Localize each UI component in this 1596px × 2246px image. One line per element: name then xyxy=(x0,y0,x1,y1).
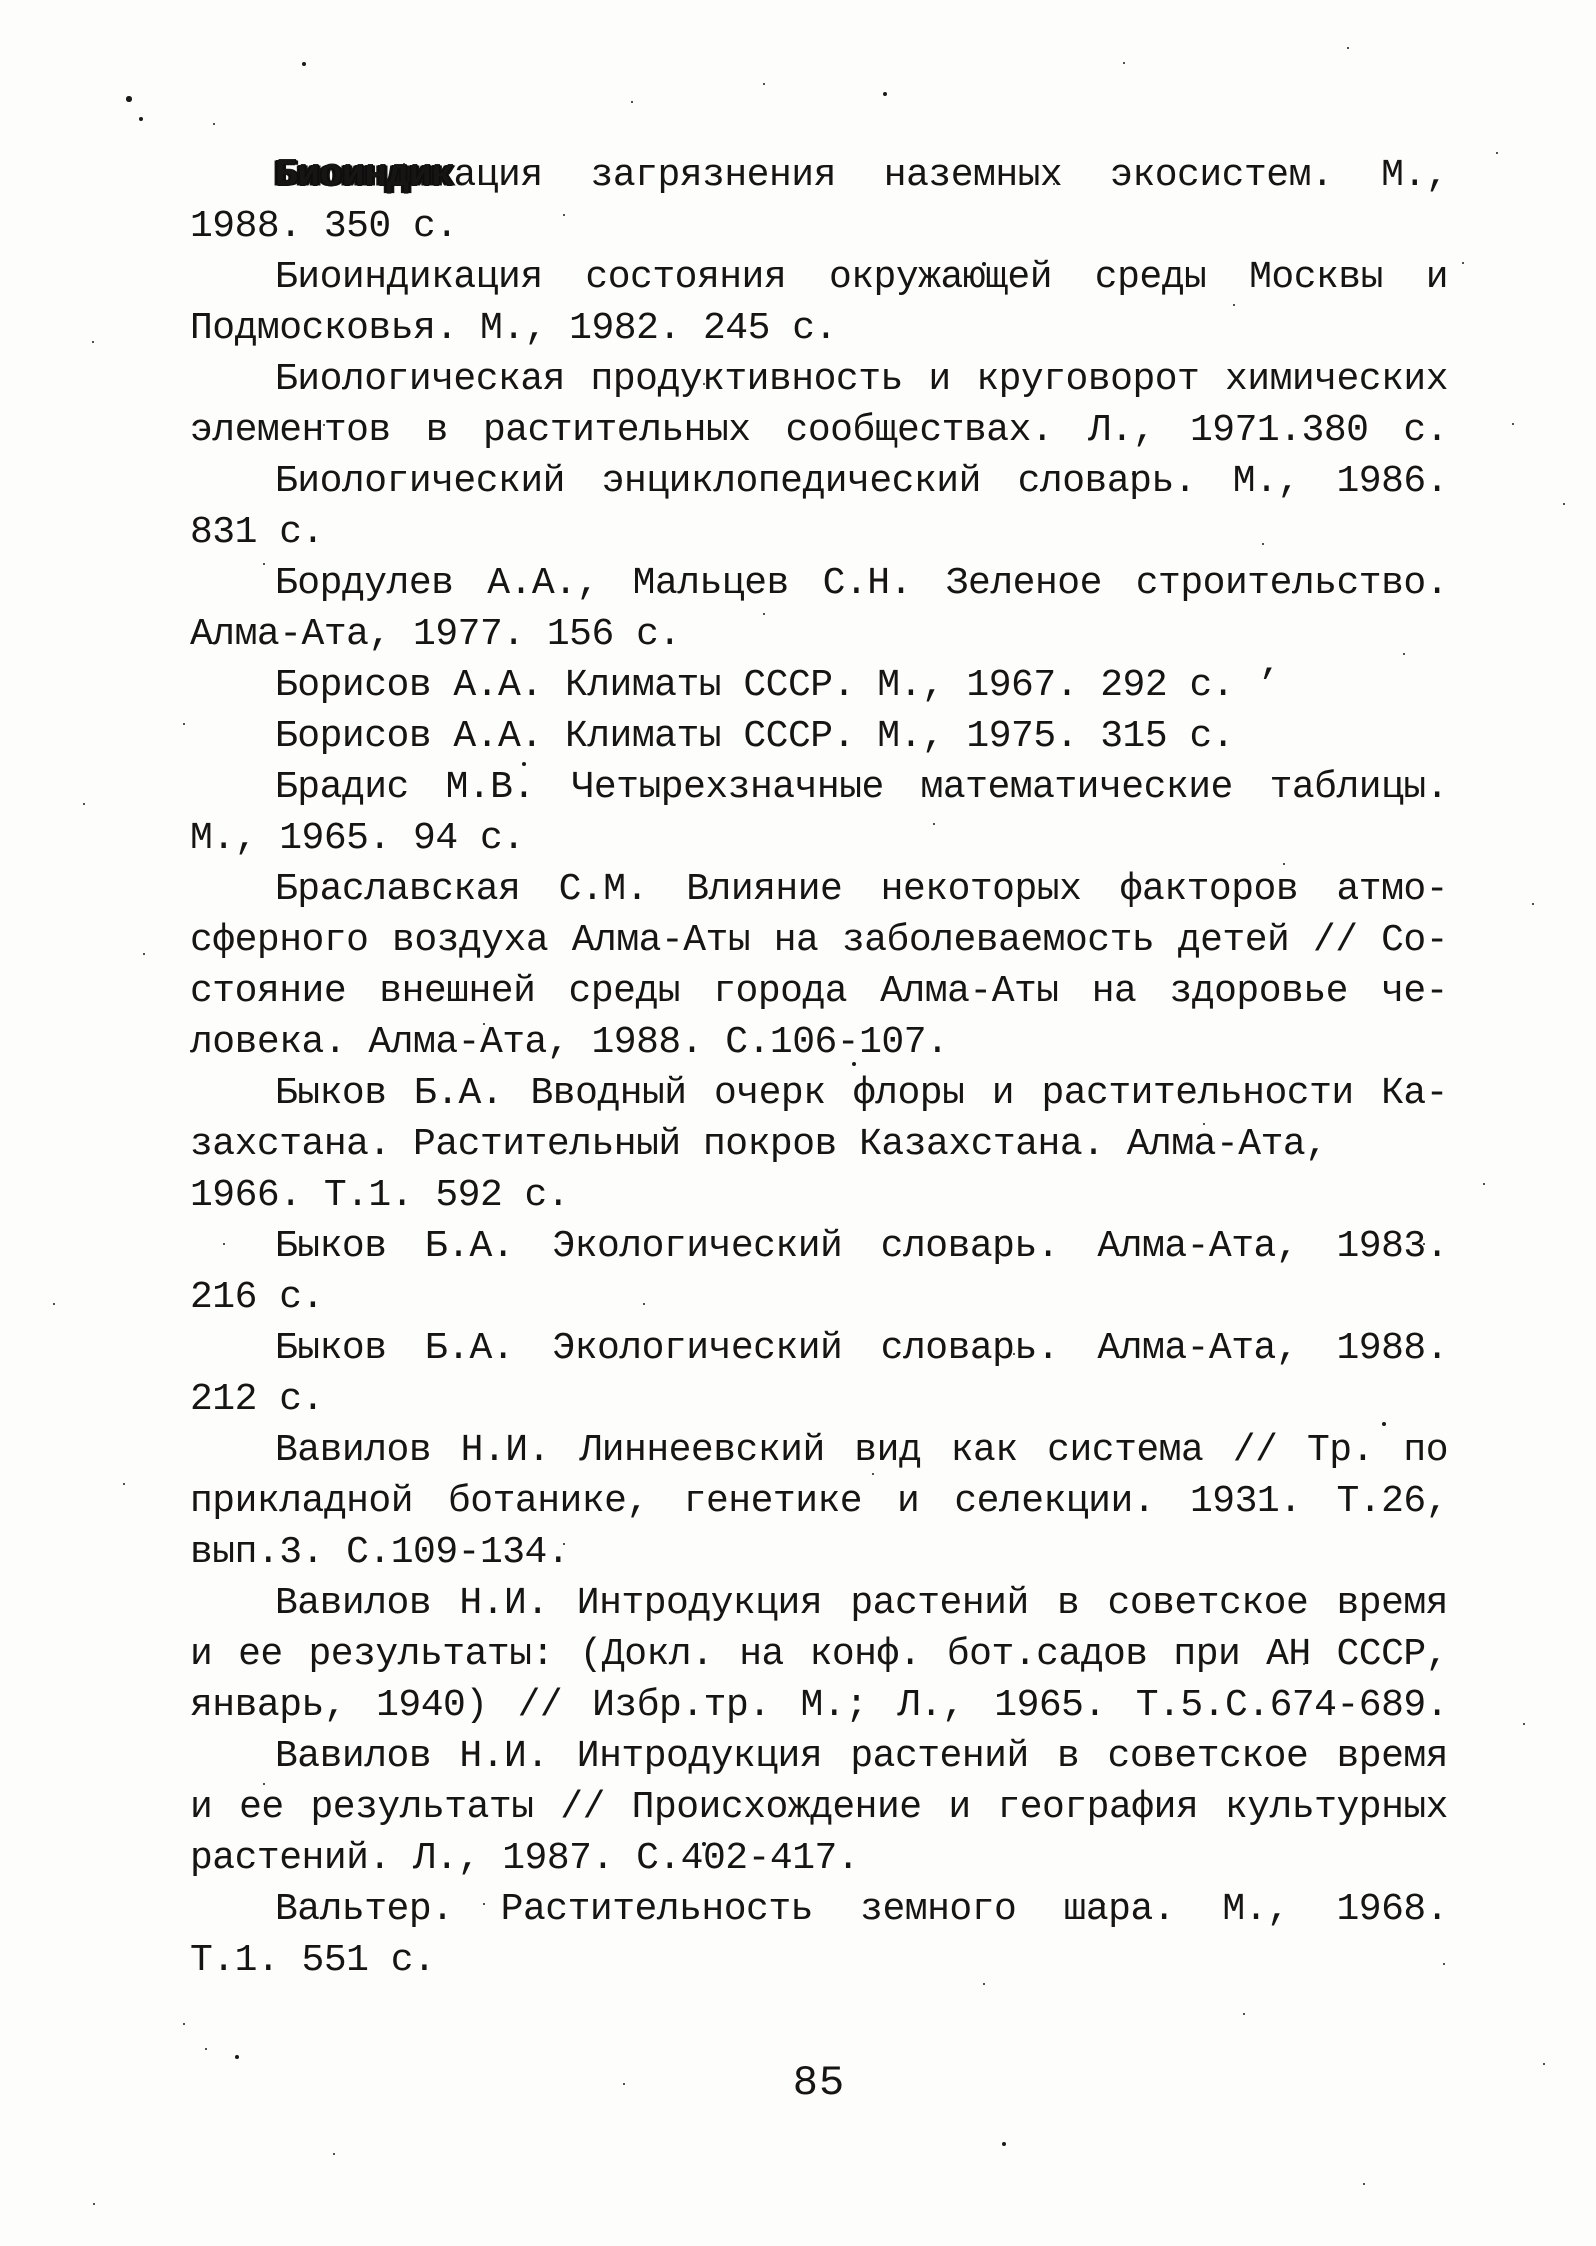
bib-line: Браславская С.М. Влияние некоторых факторов атмо- xyxy=(275,868,1448,911)
bib-line: Быков Б.А. Вводный очерк флоры и растительности Ка- xyxy=(275,1072,1448,1115)
bib-line: Быков Б.А. Экологический словарь. Алма-Ата, 1988. xyxy=(275,1327,1448,1370)
scan-noise xyxy=(0,0,2,2)
bib-line: 831 с. xyxy=(190,511,324,554)
bib-line: Вавилов Н.И. Линнеевский вид как система // Тр. по xyxy=(275,1429,1448,1472)
bib-line: М., 1965. 94 с. xyxy=(190,817,525,860)
bib-line: Вавилов Н.И. Интродукция растений в советское время xyxy=(275,1582,1448,1625)
bib-line: Т.1. 551 с. xyxy=(190,1939,436,1982)
bib-line: захстана. Растительный покров Казахстана. Алма-Ата, xyxy=(190,1123,1328,1166)
bib-line: и ее результаты // Происхождение и география культурных xyxy=(190,1786,1448,1829)
bib-line: январь, 1940) // Избр.тр. М.; Л., 1965. Т.5.С.674-689. xyxy=(190,1684,1448,1727)
bib-line: Брадис М.В. Четырехзначные математические таблицы. xyxy=(275,766,1448,809)
bib-line: Борисов А.А. Климаты СССР. М., 1975. 315 с. xyxy=(275,715,1235,758)
bib-line: Вальтер. Растительность земного шара. М., 1968. xyxy=(275,1888,1448,1931)
bib-line xyxy=(190,150,1448,201)
bib-line: Вавилов Н.И. Интродукция растений в советское время xyxy=(275,1735,1448,1778)
bib-line: Бордулев А.А., Мальцев С.Н. Зеленое строительство. xyxy=(275,562,1448,605)
bib-line: Быков Б.А. Экологический словарь. Алма-Ата, 1983. xyxy=(275,1225,1448,1268)
bib-line: 1966. Т.1. 592 с. xyxy=(190,1174,570,1217)
bib-line: Биоиндикация состояния окружающей среды Москвы и xyxy=(275,256,1448,299)
bib-line: Алма-Ата, 1977. 156 с. xyxy=(190,613,681,656)
bib-line: растений. Л., 1987. С.402-417. xyxy=(190,1837,860,1880)
bib-line: прикладной ботанике, генетике и селекции. 1931. Т.26, xyxy=(190,1480,1448,1523)
bib-line: и ее результаты: (Докл. на конф. бот.садов при АН СССР, xyxy=(190,1633,1448,1676)
bib-line: ловека. Алма-Ата, 1988. С.106-107. xyxy=(190,1021,949,1064)
bib-line: Биологический энциклопедический словарь. М., 1986. xyxy=(275,460,1448,503)
page-number: 85 xyxy=(792,2059,846,2107)
bibliography-text xyxy=(190,150,1448,1986)
bib-line: Борисов А.А. Климаты СССР. М., 1967. 292 с. ’ xyxy=(275,664,1279,707)
bib-line: 216 с. xyxy=(190,1276,324,1319)
bib-line: Биологическая продуктивность и круговорот химических xyxy=(275,358,1448,401)
bib-line-text: ация загрязнения наземных экосистем. М., xyxy=(453,154,1448,197)
bib-line: элементов в растительных сообществах. Л., 1971.380 с. xyxy=(190,409,1448,452)
overstruck-word: Биоиндик xyxy=(275,154,454,197)
bib-line: 212 с. xyxy=(190,1378,324,1421)
bib-line: Подмосковья. М., 1982. 245 с. xyxy=(190,307,837,350)
bib-line: вып.3. С.109-134. xyxy=(190,1531,570,1574)
bib-line: сферного воздуха Алма-Аты на заболеваемость детей // Со- xyxy=(190,919,1448,962)
bib-line: 1988. 350 с. xyxy=(190,205,458,248)
bib-line: стояние внешней среды города Алма-Аты на здоровье че- xyxy=(190,970,1448,1013)
